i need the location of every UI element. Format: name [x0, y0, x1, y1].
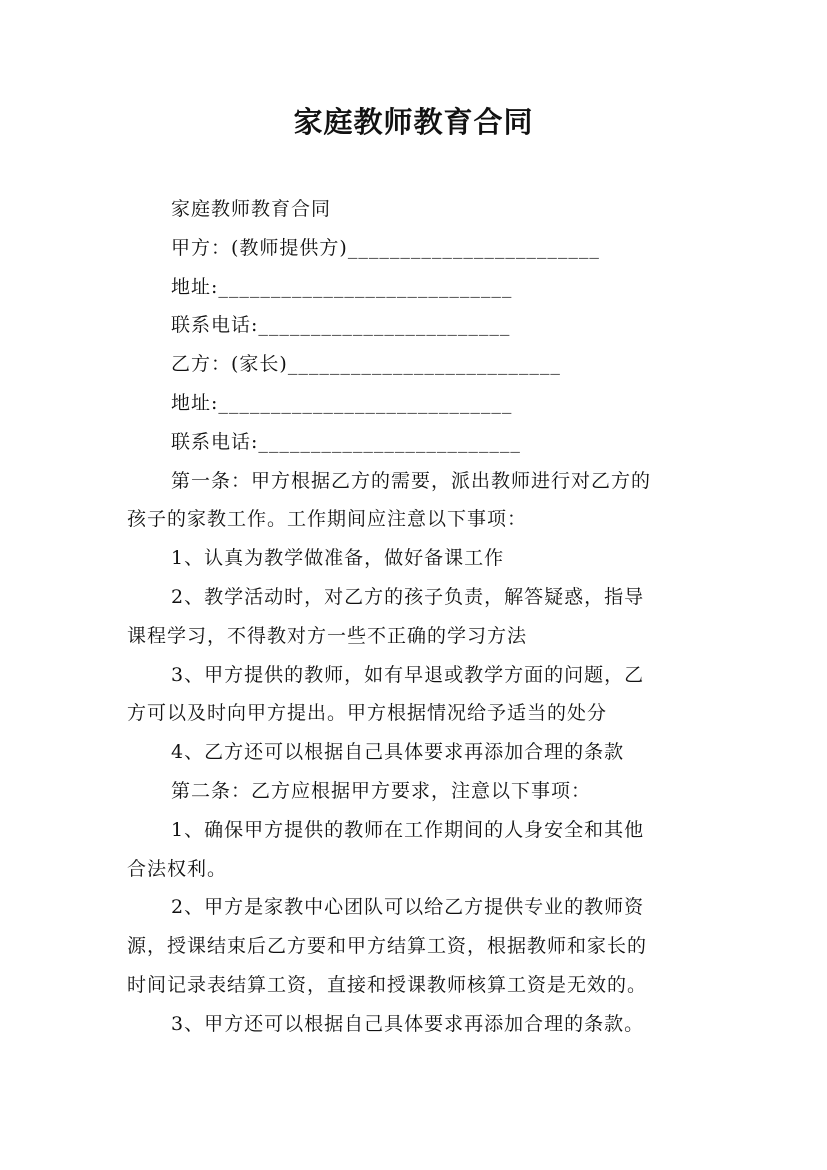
body-line-party-b-phone: 联系电话:_________________________ [171, 430, 521, 453]
document-title: 家庭教师教育合同 [293, 105, 534, 139]
body-line-item-1-3-cont: 方可以及时向甲方提出。甲方根据情况给予适当的处分 [127, 702, 608, 725]
body-line-item-2-2-cont: 源，授课结束后乙方要和甲方结算工资，根据教师和家长的 [127, 935, 648, 958]
body-line-party-b-address: 地址:____________________________ [171, 391, 513, 414]
body-line-article-1-cont: 孩子的家教工作。工作期间应注意以下事项： [127, 508, 528, 531]
body-line-party-a: 甲方：(教师提供方)________________________ [171, 236, 600, 259]
body-line-party-a-phone: 联系电话:________________________ [171, 314, 511, 337]
body-line-item-2-3: 3、甲方还可以根据自己具体要求再添加合理的条款。 [171, 1012, 645, 1035]
body-line-item-1-3: 3、甲方提供的教师，如有早退或教学方面的问题，乙 [171, 663, 645, 686]
body-line-item-1-2: 2、教学活动时，对乙方的孩子负责，解答疑惑，指导 [171, 585, 645, 608]
body-line-article-2: 第二条：乙方应根据甲方要求，注意以下事项： [171, 779, 592, 802]
body-line-article-1: 第一条：甲方根据乙方的需要，派出教师进行对乙方的 [171, 469, 652, 492]
body-line-subtitle: 家庭教师教育合同 [171, 198, 332, 220]
body-line-item-1-4: 4、乙方还可以根据自己具体要求再添加合理的条款 [171, 741, 625, 764]
document-body [127, 190, 717, 1044]
body-line-item-1-2-cont: 课程学习，不得教对方一些不正确的学习方法 [127, 624, 528, 647]
body-line-item-2-2: 2、甲方是家教中心团队可以给乙方提供专业的教师资 [171, 896, 645, 919]
body-line-item-1-1: 1、认真为教学做准备，做好备课工作 [171, 547, 505, 570]
body-line-item-2-1-cont: 合法权利。 [127, 857, 228, 880]
body-line-party-b: 乙方：(家长)__________________________ [171, 353, 561, 376]
body-line-party-a-address: 地址:____________________________ [171, 275, 513, 298]
body-line-item-2-2-cont2: 时间记录表结算工资，直接和授课教师核算工资是无效的。 [127, 973, 648, 996]
body-line-item-2-1: 1、确保甲方提供的教师在工作期间的人身安全和其他 [171, 818, 645, 841]
